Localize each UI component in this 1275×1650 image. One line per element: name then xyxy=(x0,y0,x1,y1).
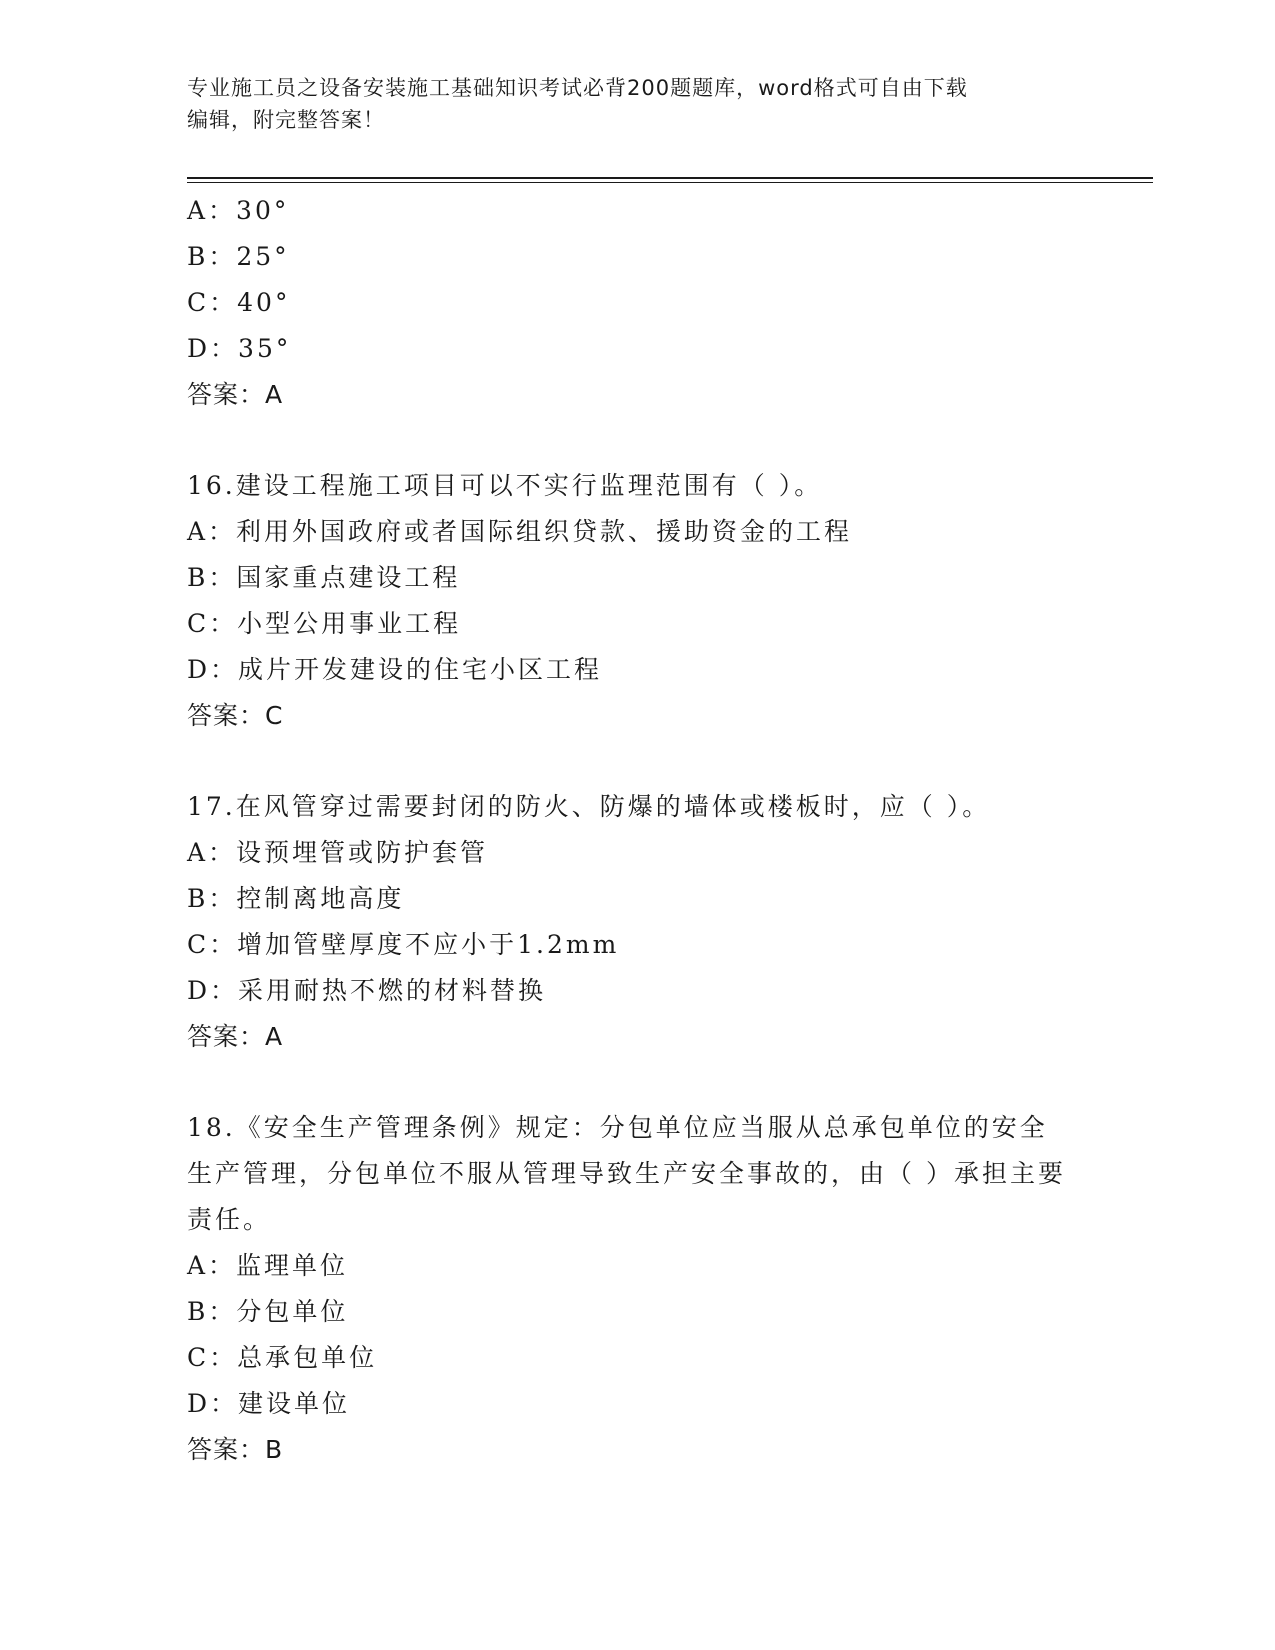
question-content xyxy=(187,188,1087,1473)
option-b: B：国家重点建设工程 xyxy=(187,563,461,592)
question-stem: 16.建设工程施工项目可以不实行监理范围有（ ）。 xyxy=(187,471,823,500)
question-15 xyxy=(187,188,1087,418)
option-c: C：增加管壁厚度不应小于1.2mm xyxy=(187,930,620,959)
option-c: C：小型公用事业工程 xyxy=(187,609,462,638)
header-line-2: 编辑，附完整答案！ xyxy=(187,108,385,132)
header-line-1: 专业施工员之设备安装施工基础知识考试必背200题题库，word格式可自由下载 xyxy=(187,76,968,100)
header-divider-thick xyxy=(187,177,1153,179)
question-16 xyxy=(187,463,1087,739)
option-a: A：设预埋管或防护套管 xyxy=(187,838,489,867)
question-stem: 18.《安全生产管理条例》规定：分包单位应当服从总承包单位的安全生产管理，分包单位不服从管理导致生产安全事故的，由（ ）承担主要责任。 xyxy=(187,1113,1066,1234)
option-a: A：30° xyxy=(187,196,290,225)
question-stem: 17.在风管穿过需要封闭的防火、防爆的墙体或楼板时，应（ ）。 xyxy=(187,792,991,821)
option-d: D：采用耐热不燃的材料替换 xyxy=(187,976,547,1005)
answer-label: 答案：A xyxy=(187,380,284,409)
option-c: C：40° xyxy=(187,288,291,317)
option-c: C：总承包单位 xyxy=(187,1343,378,1372)
question-18 xyxy=(187,1105,1087,1473)
option-a: A：监理单位 xyxy=(187,1251,349,1280)
option-d: D：建设单位 xyxy=(187,1389,351,1418)
answer-label: 答案：B xyxy=(187,1435,284,1464)
option-d: D：35° xyxy=(187,334,292,363)
option-d: D：成片开发建设的住宅小区工程 xyxy=(187,655,603,684)
option-a: A：利用外国政府或者国际组织贷款、援助资金的工程 xyxy=(187,517,853,546)
answer-label: 答案：A xyxy=(187,1022,284,1051)
question-17 xyxy=(187,784,1087,1060)
answer-label: 答案：C xyxy=(187,701,284,730)
option-b: B：分包单位 xyxy=(187,1297,349,1326)
document-header xyxy=(187,72,1067,136)
option-b: B：控制离地高度 xyxy=(187,884,405,913)
option-b: B：25° xyxy=(187,242,290,271)
header-divider-thin xyxy=(187,182,1153,183)
